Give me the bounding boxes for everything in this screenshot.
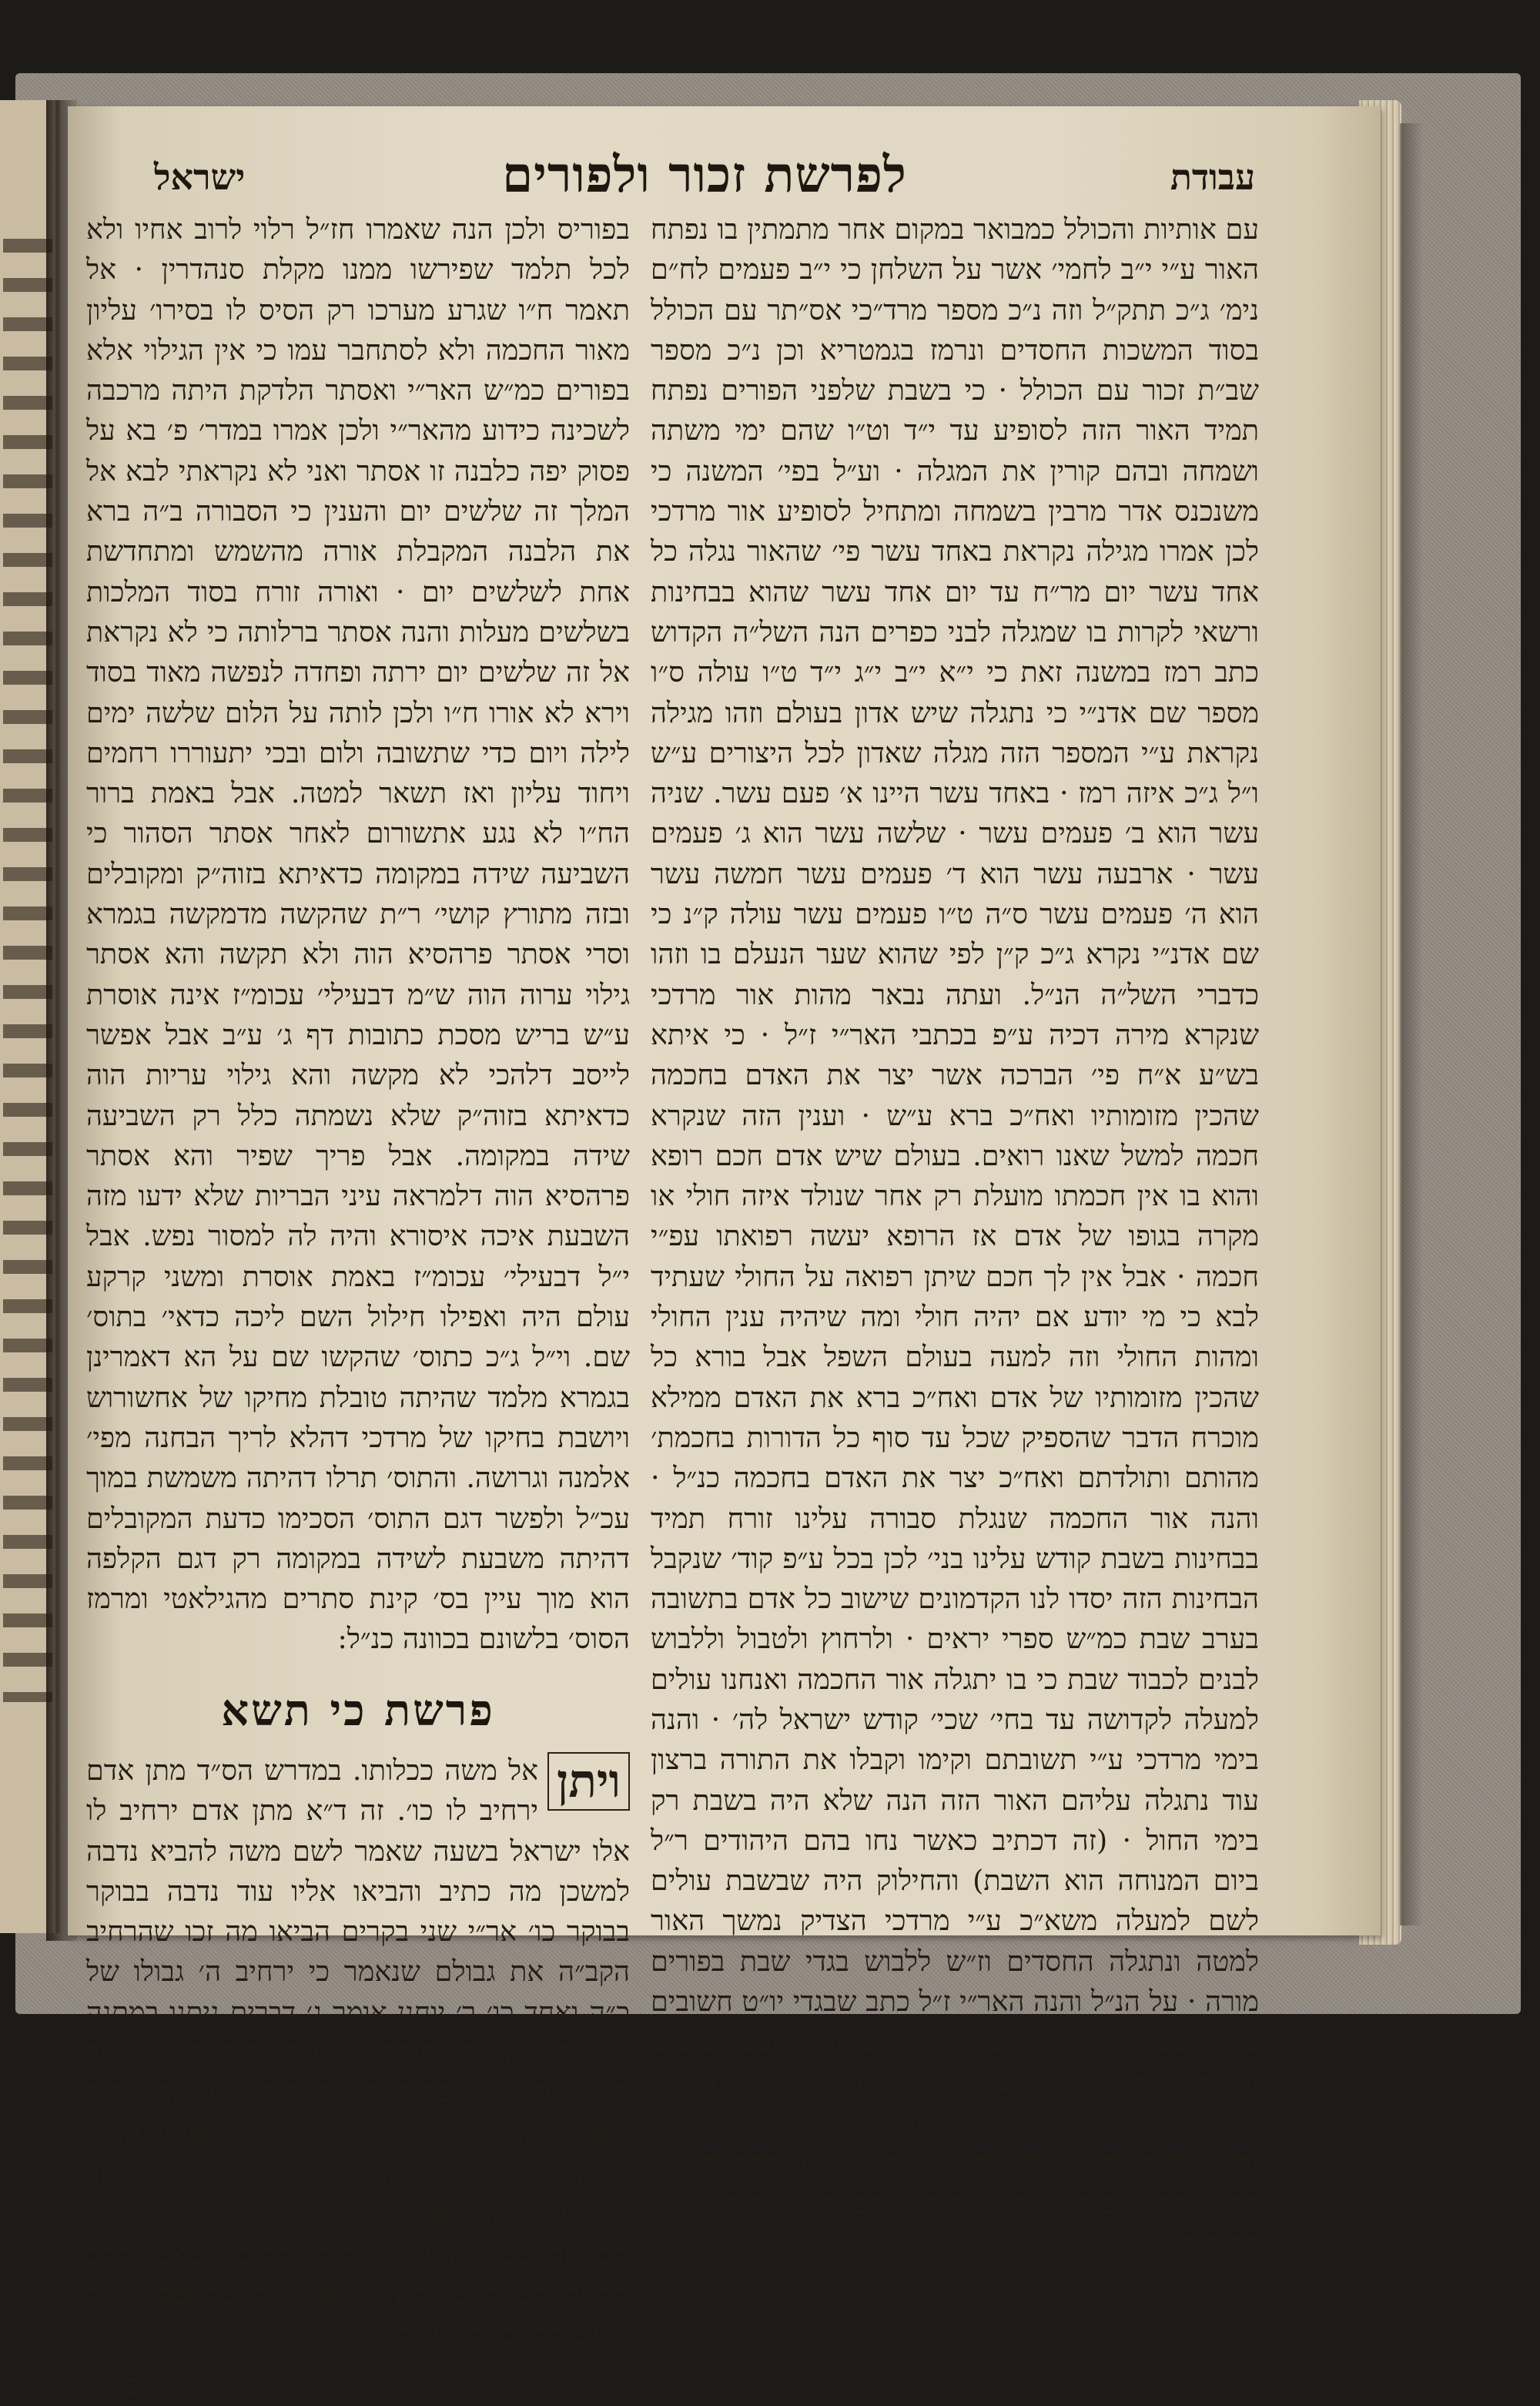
left-text-column [86,209,630,2403]
right-text-column [651,209,1259,2260]
header-left-word: ישראל [154,156,246,198]
facing-page-text-fragment [3,239,52,1702]
section-heading: פרשת כי תשא [221,1684,495,1736]
catchword: פי׳ [109,2368,139,2403]
page-edge-shadow [1400,123,1423,1925]
left-column-text-bottom [86,1751,630,2354]
left-column-text-top: בפוריס ולכן הנה שאמרו חז״ל רלוי לרוב אחיו ולא לכל תלמד שפירשו ממנו מקלת סנהדרין · אל תאמר ח״ו שגרע מערכו רק הסיס לו בסירו׳ עליון מאור החכמה ולא לסתחבר עמו כי אין הגילוי אלא בפורים כמ״ש האר״י ואסתר הלדקת היתה מרכבה לשכינה כידוע מהאר״י ולכן אמרו במדר׳ פ׳ בא על פסוק יפה כלבנה זו אסתר ואני לא נקראתי לבא אל המלך זה שלשים יום והענין כי הסבורה ב״ה ברא את הלבנה המקבלת אורה מהשמש ומתחדשת אחת לשלשים יום · ואורה זורח בסוד המלכות בשלשים מעלות והנה אסתר ברלותה כי לא נקראת אל זה שלשים יום ירתה ופחדה לנפשה מאוד בסוד וירא לא אורו ח״ו ולכן לותה על הלום שלשה ימים לילה ויום כדי שתשובה ולום ובכי יתעוררו רחמים ויחוד עליון ואז תשאר למטה. אבל באמת ברור הח״ו לא נגע אתשורום לאחר אסתר הסהור כי השביעה שידה במקומה כדאיתא בזוה״ק ומקובלים ובזה מתורץ קושי׳ ר״ת שהקשה מדמקשה בגמרא וסרי אסתר פרהסיא הוה ולא תקשה והא אסתר גילוי ערוה הוה ש״מ דבעילי׳ עכומ״ז אינה אוסרת ע״ש בריש מסכת כתובות דף ג׳ ע״ב אבל אפשר לייסב דלהכי לא מקשה והא גילוי עריות הוה כדאיתא בזוה״ק שלא נשמתה כלל רק השביעה שידה במקומה. אבל פריך שפיר והא אסתר פרהסיא הוה דלמראה עיני הבריות שלא ידעו מזה השבעת איכה איסורא והיה לה למסור נפש. אבל י״ל דבעילי׳ עכומ״ז באמת אוסרת ומשני קרקע עולם היה ואפילו חילול השם ליכה כדאי׳ בתוס׳ שם. וי״ל ג״כ כתוס׳ שהקשו שם על הא דאמרינן בגמרא מלמד שהיתה טובלת מחיקו של אחשורוש ויושבת בחיקו של מרדכי דהלא לריך הבחנה מפי׳ אלמנה וגרושה. והתוס׳ תרלו דהיתה משמשת במוך עכ״ל ולפשר דגם התוס׳ הסכימו כדעת המקובלים דהיתה משבעת לשידה במקומה רק דגם הקלפה הוא מוך עיין בס׳ קינת סתרים מהגילאטי ומרמז הסוס׳ בלשונם בכוונה כנ״ל: [86,213,630,1656]
header-title: לפרשת זכור ולפורים [502,146,907,204]
right-column-text: עם אותיות והכולל כמבואר במקום אחר מתמתין בו נפתח האור ע״י י״ב לחמי׳ אשר על השלחן כי י״ב פעמים לח״ם נימ׳ ג״כ תתק״ל וזה נ״כ מספר מרד״כי אס״תר עם הכולל בסוד המשכות החסדים ונרמז בגמטריא וכן נ״כ מספר שב״ת זכור עם הכולל · כי בשבת שלפני הפורים נפתח תמיד האור הזה לסופיע עד י״ד וט״ו שהם ימי משתה ושמחה ובהם קורין את המגלה · וע״ל בפי׳ המשנה כי משנכנס אדר מרבין בשמחה ומתחיל לסופיע אור מרדכי לכן אמרו מגילה נקראת באחד עשר פי׳ שהאור נגלה כל אחד עשר יום מר״ח עד יום אחד עשר שהוא בבחינות ורשאי לקרות בו שמגלה לבני כפרים הנה השל״ה הקדוש כתב רמז במשנה זאת כי י״א י״ב י״ג י״ד ט״ו עולה ס״ו מספר שם אדנ״י כי נתגלה שיש אדון בעולם וזהו מגילה נקראת ע״י המספר הזה מגלה שאדון לכל היצורים ע״ש ו״ל ג״כ איזה רמז · באחד עשר היינו א׳ פעם עשר. שניה עשר הוא ב׳ פעמים עשר · שלשה עשר הוא ג׳ פעמים עשר · ארבעה עשר הוא ד׳ פעמים עשר חמשה עשר הוא ה׳ פעמים עשר ס״ה ט״ו פעמים עשר עולה ק״נ כי שם אדנ״י נקרא ג״כ ק״ן לפי שהוא שער הנעלם בו וזהו כדברי השל״ה הנ״ל. ועתה נבאר מהות אור מרדכי שנקרא מירה דכיה ע״פ בכתבי האר״י ז״ל · כי איתא בש״ע א״ח פי׳ הברכה אשר יצר את האדם בחכמה שהכין מזומותיו ואח״כ ברא ע״ש · וענין הזה שנקרא חכמה למשל שאנו רואים. בעולם שיש אדם חכם רופא והוא בו אין חכמתו מועלת רק אחר שנולד איזה חולי או מקרה בגופו של אדם אז הרופא יעשה רפואתו עפ״י חכמה · אבל אין לך חכם שיתן רפואה על החולי שעתיד לבא כי מי יודע אם יהיה חולי ומה שיהיה ענין החולי ומהות החולי וזה למעה בעולם השפל אבל בורא כל שהכין מזומותיו של אדם ואח״כ ברא את האדם ממילא מוכרח הדבר שהספיק שכל עד סוף כל הדורות בחכמת׳ מהותם ותולדתם ואח״כ יצר את האדם בחכמה כנ״ל · והנה אור החכמה שנגלת סבורה עלינו זורח תמיד בבחינות בשבת קודש עלינו בני׳ לכן בכל ע״פ קוד׳ שנקבל הבחינות הזה יסדו לנו הקדמונים שישוב כל אדם בתשובה בערב שבת כמ״ש ספרי יראים · ולרחוץ ולטבול וללבוש לבנים לכבוד שבת כי בו יתגלה אור החכמה ואנחנו עולים למעלה לקדושה עד בחי׳ שכי׳ קודש ישראל לה׳ · והנה בימי מרדכי ע״י תשובתם וקימו וקבלו את התורה ברצון עוד נתגלה עליהם האור הזה הנה שלא היה בשבת רק בימי החול · (זה דכתיב כאשר נחו בהם היהודים ר״ל ביום המנוחה הוא השבת) והחילוק היה שבשבת עולים לשם למעלה משא״כ ע״י מרדכי הצדיק נמשך האור למטה ונתגלה החסדים וז״ש ללבוש בגדי שבת בפורים מורה · על הנ״ל והנה האר״י ז״ל כתב שבגדי יו״ט חשובים משל שבת כי ביו״ט בא האור עליון מלובש בלבוש והשמחה מופגת יותר ע״ש אבל בפורים אין מן הצורך ללבוש בגדי יו״ט כי האור הזה שזורח למטה אינו כ״כ גדול והיינו לריך ללבוש רק מחמת שהוא מאור החכמה לכן לריך ללבוש בגדי שבת · והנה מרדכי האור הזה יש לו התגלות [651,213,1259,2260]
header-right-word: עבודת [1170,156,1255,198]
left-column-text-bottom-body: אל משה ככלותו. במדרש הס״ד מתן אדם ירחיב לו כו׳. זה ד״א מתן אדם ירחיב לו אלו ישראל בשעה שאמר לשם משה להביא נדבה למשכן מה כתיב והביאו אליו עוד נדבה בבוקר בבוקר כו׳ אר״י שני בקרים הביאו מה זכו שהרחיב הקב״ה את גבולם שנאמר כי ירחיב ה׳ גבולו של כ״ה ואחד כו׳ ר׳ יוחנן אומר ג׳ דברים ניתנו במתנה גשמים ומאורות ותורה כו׳ ע״כ. הנה ידוע מאמר רז״ל מה כתיב ככלה הכלה היה מקושטת בכ״ד קשוטין הן כ״ד ספרים וידוע שכל קישוטי הכתן שנותן לכלה כדי שמתעלה מן בעיניו וממילא אחר שמתעלה מן בעיניו הוא בודאי מוסיף לשלוח סבלונות וכמ״כ תמיד הוזרת חלילה כמו שאמר הרב הלדיק המגיד מסור״ר זושא זצ״ל על פסוק מה אשיב לה׳ כל תגמולוהי [86,1753,630,2351]
running-header [154,129,1255,214]
opening-word: ויתן [547,1752,630,1811]
